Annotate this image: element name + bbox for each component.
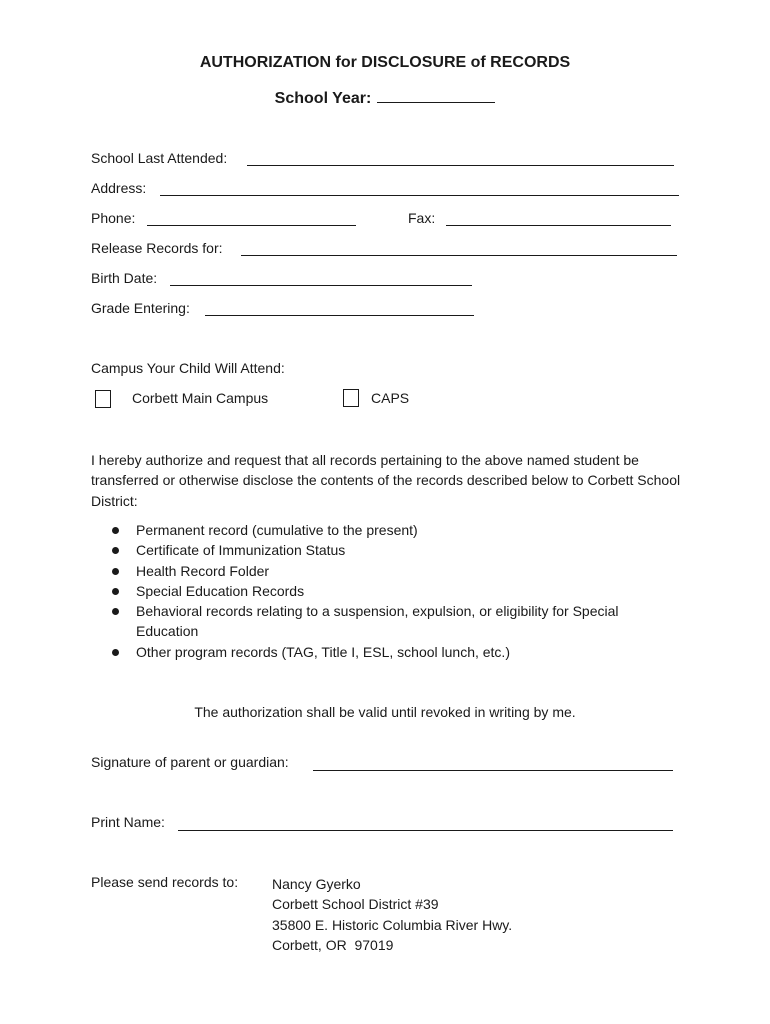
list-item <box>104 642 684 662</box>
list-item <box>104 561 684 581</box>
record-item: Special Education Records <box>136 582 305 599</box>
school-last-attended-label: School Last Attended: <box>91 150 228 166</box>
bullet-icon <box>112 568 119 575</box>
grade-entering-field[interactable] <box>205 315 474 316</box>
record-item: Health Record Folder <box>136 562 270 579</box>
bullet-icon <box>112 588 119 595</box>
address-field[interactable] <box>160 195 679 196</box>
bullet-icon <box>112 608 119 615</box>
bullet-icon <box>112 527 119 534</box>
address-line: 35800 E. Historic Columbia River Hwy. <box>272 916 513 933</box>
record-item: Behavioral records relating to a suspension, expulsion, or eligibility for Special Education <box>136 603 619 640</box>
fax-label: Fax: <box>408 210 436 226</box>
fax-field[interactable] <box>446 225 671 226</box>
address-line: Corbett School District #39 <box>272 896 439 913</box>
form-title: AUTHORIZATION for DISCLOSURE of RECORDS <box>199 54 571 71</box>
list-item <box>104 581 684 601</box>
address-line: Nancy Gyerko <box>272 876 361 892</box>
records-list <box>104 520 684 662</box>
record-item: Other program records (TAG, Title I, ESL, school lunch, etc.) <box>136 643 510 660</box>
phone-field[interactable] <box>147 225 356 226</box>
release-records-for-label: Release Records for: <box>91 240 223 256</box>
caps-checkbox[interactable] <box>343 389 359 407</box>
signature-field[interactable] <box>313 770 673 771</box>
mailing-address <box>272 874 512 955</box>
print-name-label: Print Name: <box>91 814 165 830</box>
bullet-icon <box>112 649 119 656</box>
caps-label: CAPS <box>371 390 410 406</box>
record-item: Permanent record (cumulative to the present) <box>136 522 418 538</box>
campus-label: Campus Your Child Will Attend: <box>91 360 285 376</box>
signature-label: Signature of parent or guardian: <box>91 754 289 770</box>
list-item <box>104 520 684 540</box>
authorization-paragraph: I hereby authorize and request that all records pertaining to the above named student be transferred or otherwise disclose the contents of the records described below to Corbett School District: <box>91 452 681 509</box>
list-item <box>104 601 684 642</box>
release-records-for-field[interactable] <box>241 255 677 256</box>
phone-label: Phone: <box>91 210 136 226</box>
send-records-label: Please send records to: <box>91 874 239 890</box>
validity-note: The authorization shall be valid until revoked in writing by me. <box>194 704 576 720</box>
school-last-attended-field[interactable] <box>247 165 674 166</box>
birth-date-field[interactable] <box>170 285 472 286</box>
corbett-main-campus-label: Corbett Main Campus <box>132 390 269 406</box>
bullet-icon <box>112 547 119 554</box>
record-item: Certificate of Immunization Status <box>136 542 346 559</box>
list-item <box>104 540 684 560</box>
birth-date-label: Birth Date: <box>91 270 158 286</box>
corbett-main-campus-checkbox[interactable] <box>95 390 111 408</box>
school-year-field[interactable] <box>377 88 495 103</box>
print-name-field[interactable] <box>178 830 673 831</box>
address-line: Corbett, OR 97019 <box>272 936 394 953</box>
school-year-row <box>0 88 770 108</box>
school-year-label: School Year: <box>274 90 372 107</box>
address-label: Address: <box>91 180 147 196</box>
grade-entering-label: Grade Entering: <box>91 300 190 316</box>
